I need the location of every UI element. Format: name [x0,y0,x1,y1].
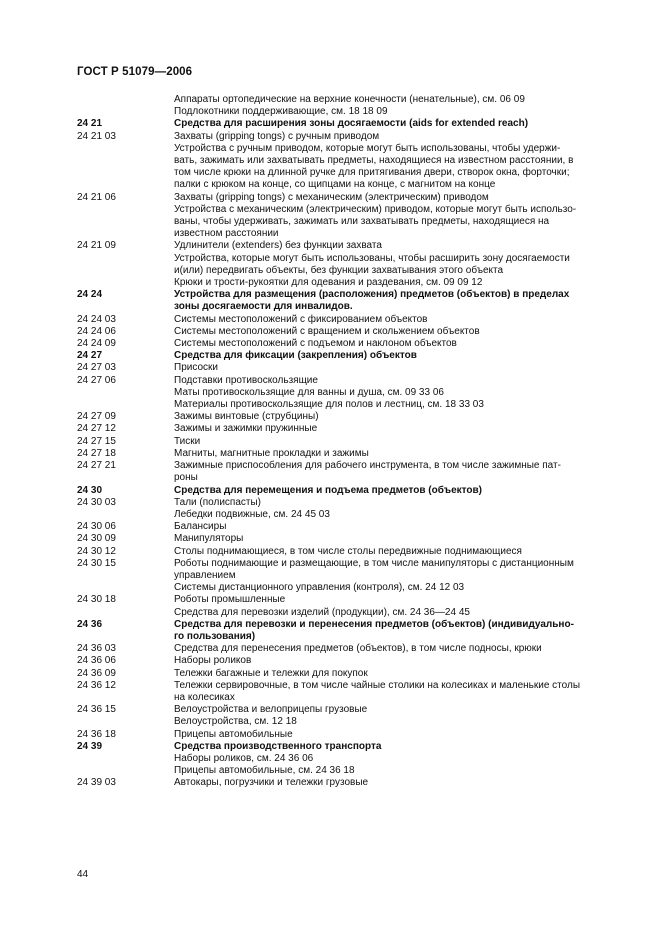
item-code [77,179,174,191]
list-item [77,301,617,313]
item-code: 24 21 [77,118,103,130]
list-item [77,155,617,167]
list-item [77,509,617,521]
item-text: Средства для расширения зоны досягаемости (aids for extended reach) [174,118,529,130]
item-text: Велоустройства, см. 12 18 [174,716,297,728]
list-item [77,350,617,362]
item-code [77,143,174,155]
list-item [77,729,617,741]
item-text: Устройства для размещения (расположения) предметов (объектов) в пределах [174,289,570,301]
item-code: 24 36 06 [77,655,116,667]
list-item [77,704,617,716]
item-text: Захваты (gripping tongs) с ручным приводом [174,130,380,142]
item-text: управлением [174,569,236,581]
list-item [77,594,617,606]
item-code [77,216,174,228]
item-text: роны [174,472,198,484]
item-text: Манипуляторы [174,533,244,545]
list-item [77,253,617,265]
item-text: Средства для фиксации (закрепления) объектов [174,350,417,362]
item-text: том числе крюки на длинной ручке для притягивания двери, створок окна, форточки; [174,167,570,179]
item-text: Средства для перевозки изделий (продукции), см. 24 36—24 45 [174,606,470,618]
item-code [77,106,174,118]
item-text: Зажимы винтовые (струбцины) [174,411,319,423]
item-text: Удлинители (extenders) без функции захвата [174,240,382,252]
item-text: Крюки и трости-рукоятки для одевания и раздевания, см. 09 09 12 [174,277,483,289]
item-code: 24 30 15 [77,557,116,569]
list-item [77,546,617,558]
item-code: 24 30 18 [77,594,116,606]
list-item [77,423,617,435]
list-item [77,472,617,484]
item-text: Прицепы автомобильные [174,728,293,740]
list-item [77,716,617,728]
item-code: 24 36 12 [77,679,116,691]
list-item [77,607,617,619]
item-code [77,631,174,643]
list-item [77,265,617,277]
item-code [77,253,174,265]
item-code: 24 27 06 [77,374,116,386]
list-item [77,485,617,497]
item-code: 24 30 06 [77,521,116,533]
item-text: Устройства с ручным приводом, которые могут быть использованы, чтобы удержи- [174,142,561,154]
list-item [77,167,617,179]
list-item [77,240,617,252]
item-text: Системы местоположений с подъемом и наклоном объектов [174,338,457,350]
item-text: Зажимные приспособления для рабочего инструмента, в том числе зажимные пат- [174,460,561,472]
item-text: Тали (полиспасты) [174,496,262,508]
item-text: Прицепы автомобильные, см. 24 36 18 [174,765,355,777]
item-code: 24 21 06 [77,191,116,203]
item-text: Тиски [174,435,201,447]
item-text: и(или) передвигать объекты, без функции захватывания этого объекта [174,264,504,276]
item-code [77,387,174,399]
item-code: 24 21 09 [77,240,116,252]
item-code [77,716,174,728]
list-item [77,399,617,411]
list-item [77,619,617,631]
item-text: Захваты (gripping tongs) с механическим (электрическим) приводом [174,191,489,203]
list-item [77,362,617,374]
item-text: Роботы промышленные [174,594,286,606]
item-code: 24 27 09 [77,411,116,423]
item-text: Аппараты ортопедические на верхние конечности (ненательные), см. 06 09 [174,94,525,105]
list-item [77,533,617,545]
item-text: Наборы роликов [174,655,252,667]
list-item [77,497,617,509]
item-code: 24 30 09 [77,533,116,545]
list-item [77,204,617,216]
item-text: Средства для перенесения предметов (объектов), в том числе подносы, крюки [174,643,542,655]
list-item [77,216,617,228]
list-item [77,436,617,448]
item-text: Средства для перевозки и перенесения предметов (объектов) (индивидуально- [174,618,574,630]
list-item [77,387,617,399]
item-code [77,277,174,289]
list-item [77,655,617,667]
list-item [77,741,617,753]
item-text: на колесиках [174,691,235,703]
item-text: Устройства, которые могут быть использованы, чтобы расширить зону досягаемости [174,252,570,264]
page-number: 44 [77,869,89,880]
item-text: палки с крюком на конце, со щипцами на конце, с магнитом на конце [174,179,496,191]
list-item [77,326,617,338]
item-code [77,399,174,411]
item-code [77,607,174,619]
item-code [77,228,174,240]
item-text: Тележки сервировочные, в том числе чайные столики на колесиках и маленькие столы [174,679,581,691]
item-code: 24 36 18 [77,728,116,740]
item-text: Автокары, погрузчики и тележки грузовые [174,777,369,789]
item-text: го пользования) [174,630,256,642]
item-code [77,582,174,594]
list-item [77,411,617,423]
item-code [77,204,174,216]
item-code [77,753,174,765]
list-item [77,753,617,765]
item-text: вать, зажимать или захватывать предметы, находящиеся на известном расстоянии, в [174,155,574,167]
list-item [77,582,617,594]
item-text: Средства для перемещения и подъема предметов (объектов) [174,484,482,496]
item-code: 24 27 15 [77,435,116,447]
item-code: 24 36 09 [77,667,116,679]
item-text: Роботы поднимающие и размещающие, в том числе манипуляторы с дистанционным [174,557,574,569]
item-code: 24 39 [77,740,103,752]
list-item [77,179,617,191]
item-text: Системы местоположений с вращением и скольжением объектов [174,325,480,337]
item-text: Наборы роликов, см. 24 36 06 [174,752,314,764]
list-item [77,375,617,387]
list-item [77,106,617,118]
item-code [77,265,174,277]
item-code: 24 24 06 [77,325,116,337]
list-item [77,668,617,680]
item-code: 24 30 03 [77,496,116,508]
item-code [77,509,174,521]
list-item [77,131,617,143]
item-code [77,94,174,106]
list-item [77,692,617,704]
item-text: Подлокотники поддерживающие, см. 18 18 09 [174,106,388,118]
item-code: 24 36 15 [77,704,116,716]
item-code: 24 27 [77,350,103,362]
list-item [77,765,617,777]
list-item [77,118,617,130]
item-text: Присоски [174,362,218,374]
list-item [77,570,617,582]
item-code [77,472,174,484]
item-code: 24 39 03 [77,777,116,789]
item-text: Лебедки подвижные, см. 24 45 03 [174,508,330,520]
item-text: Средства производственного транспорта [174,740,382,752]
item-code: 24 24 09 [77,338,116,350]
list-item [77,314,617,326]
list-item [77,460,617,472]
item-code [77,167,174,179]
item-text: Маты противоскользящие для ванны и душа, см. 09 33 06 [174,386,444,398]
item-text: Столы поднимающиеся, в том числе столы передвижные поднимающиеся [174,545,522,557]
item-text: известном расстоянии [174,228,279,240]
item-text: Системы местоположений с фиксированием объектов [174,313,428,325]
item-code [77,765,174,777]
item-text: Балансиры [174,521,227,533]
item-text: Велоустройства и велоприцепы грузовые [174,704,368,716]
document-header: ГОСТ Р 51079—2006 [77,66,193,78]
item-text: Магниты, магнитные прокладки и зажимы [174,447,369,459]
item-code: 24 36 03 [77,643,116,655]
item-text: Подставки противоскользящие [174,374,318,386]
list-item [77,521,617,533]
list-item [77,289,617,301]
list-item [77,143,617,155]
item-code: 24 36 [77,618,103,630]
item-code [77,301,174,313]
item-code: 24 27 18 [77,447,116,459]
item-code [77,692,174,704]
item-code: 24 30 [77,484,103,496]
list-item [77,94,617,106]
classification-list [77,94,617,790]
item-code: 24 24 03 [77,313,116,325]
item-code [77,570,174,582]
list-item [77,277,617,289]
item-text: Системы дистанционного управления (контроля), см. 24 12 03 [174,582,465,594]
item-code [77,155,174,167]
item-code: 24 21 03 [77,130,116,142]
item-code: 24 27 03 [77,362,116,374]
list-item [77,680,617,692]
item-code: 24 24 [77,289,103,301]
list-item [77,558,617,570]
item-code: 24 30 12 [77,545,116,557]
item-code: 24 27 12 [77,423,116,435]
list-item [77,643,617,655]
item-text: ваны, чтобы удерживать, зажимать или захватывать предметы, находящиеся на [174,216,550,228]
list-item [77,228,617,240]
list-item [77,192,617,204]
item-text: Тележки багажные и тележки для покупок [174,667,368,679]
list-item [77,777,617,789]
item-text: Зажимы и зажимки пружинные [174,423,318,435]
item-text: Устройства с механическим (электрическим) приводом, которые могут быть использо- [174,203,577,215]
item-code: 24 27 21 [77,460,116,472]
item-text: Материалы противоскользящие для полов и лестниц, см. 18 33 03 [174,399,484,411]
list-item [77,448,617,460]
item-text: зоны досягаемости для инвалидов. [174,301,353,313]
list-item [77,338,617,350]
list-item [77,631,617,643]
